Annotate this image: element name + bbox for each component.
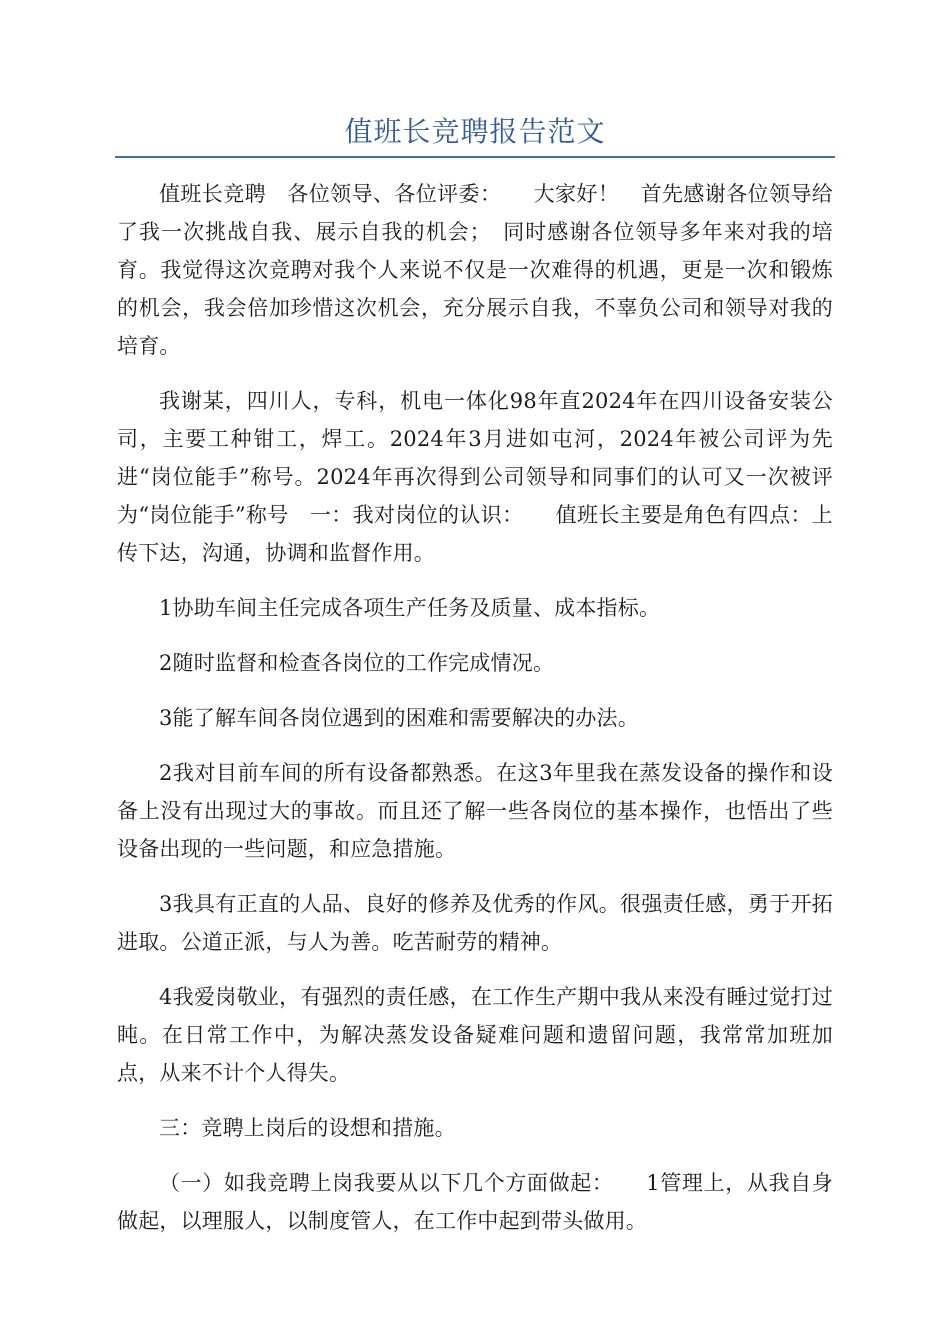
document-title: 值班长竞聘报告范文 [344, 115, 606, 148]
paragraph: （一）如我竞聘上岗我要从以下几个方面做起： 1管理上，从我自身做起，以理服人，以制度管人，在工作中起到带头做用。 [117, 1171, 833, 1233]
paragraph: 2我对目前车间的所有设备都熟悉。在这3年里我在蒸发设备的操作和设备上没有出现过大的事故。而且还了解一些各岗位的基本操作，也悟出了些设备出现的一些问题，和应急措施。 [117, 761, 833, 861]
paragraph: 2随时监督和检查各岗位的工作完成情况。 [159, 651, 555, 675]
paragraph: 3能了解车间各岗位遇到的困难和需要解决的办法。 [159, 706, 639, 730]
title-block [115, 112, 835, 158]
paragraph: 1协助车间主任完成各项生产任务及质量、成本指标。 [159, 596, 661, 620]
paragraph: 3我具有正直的人品、良好的修养及优秀的作风。很强责任感，勇于开拓进取。公道正派，与人为善。吃苦耐劳的精神。 [117, 892, 833, 954]
paragraph: 4我爱岗敬业，有强烈的责任感，在工作生产期中我从来没有睡过觉打过盹。在日常工作中，为解决蒸发设备疑难问题和遗留问题，我常常加班加点，从来不计个人得失。 [117, 985, 833, 1085]
paragraph: 值班长竞聘 各位领导、各位评委： 大家好！ 首先感谢各位领导给了我一次挑战自我、展示自我的机会； 同时感谢各位领导多年来对我的培育。我觉得这次竞聘对我个人来说不仅是一次难得的机遇，更是一次和锻炼的机会，我会倍加珍惜这次机会，充分展示自我，不辜负公司和领导对我的培育。 [117, 182, 833, 358]
paragraph: 我谢某，四川人，专科，机电一体化98年直2024年在四川设备安装公司，主要工种钳工，焊工。2024年3月进如屯河，2024年被公司评为先进“岗位能手”称号。2024年再次得到公司领导和同事们的认可又一次被评为“岗位能手”称号 一：我对岗位的认识： 值班长主要是角色有四点：上传下达，沟通，协调和监督作用。 [117, 389, 833, 565]
document-body [117, 175, 833, 1257]
paragraph: 三：竞聘上岗后的设想和措施。 [159, 1116, 456, 1140]
